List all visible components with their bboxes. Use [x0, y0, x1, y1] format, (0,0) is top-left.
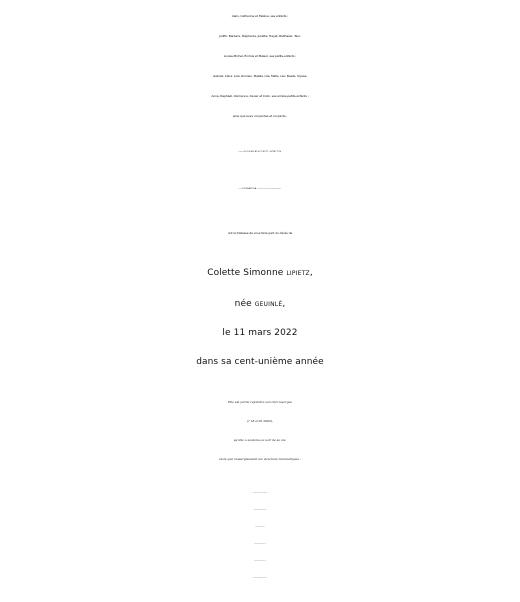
caregiver-line [0, 188, 520, 190]
deceased-surname: LIPIETZ [286, 270, 310, 277]
family-line-spouses: ainsi que leurs conjointes et conjoints ; [232, 114, 288, 118]
families-line [0, 151, 520, 153]
families-prefix: les familles [238, 152, 245, 153]
families-separator: , [262, 152, 263, 153]
families-separator: , [254, 152, 255, 153]
family-name-bigot: BIGOT [254, 151, 263, 153]
family-line-great-grandchildren-2: Anna, Raphaël, Clémence, Xavier et Colin, ses arrière-petits-enfants ; [211, 94, 309, 98]
nee-prefix: née [234, 299, 255, 309]
tribute-line: alors que ressurgissaient les violences traumatiques : [219, 457, 301, 461]
family-name-spirytus: SPIRYTUS [270, 151, 282, 153]
tribute-line: qu’elle a soutenu au soir de sa vie, [233, 438, 287, 442]
caregiver-prefix: et Irina [238, 189, 243, 190]
family-name-foulier: FOULIER [244, 151, 255, 153]
nee-suffix: , [282, 299, 286, 309]
deceased-maiden-name [0, 299, 520, 309]
tribute-line: Elle est partie rejoindre son cher Georges [228, 400, 292, 404]
caregiver-surname: PUSNAKOVA [242, 188, 257, 190]
family-line-children: Alain, Catherine et Hélène, ses enfants ; [231, 14, 289, 18]
deceased-first-names: Colette Simonne [207, 268, 287, 278]
announcement-line: ont la tristesse de vous faire part du décès de [227, 231, 293, 235]
death-date: le 11 mars 2022 [222, 328, 298, 338]
families-separator: et [268, 152, 271, 153]
tribute-line: († 18 avril 2003), [247, 419, 273, 423]
families-suffix: ; [281, 152, 282, 153]
family-line-great-grandchildren-1: Gabriel, Clara, Lola, Romain, Maëlle, Lila, Matis, Léo, Basile, Ulysse, [212, 74, 308, 78]
deceased-full-name [0, 268, 520, 278]
family-line-grandchildren-2: Louise-Michel, Enimie et Maïeul, ses petits-enfants ; [223, 54, 297, 58]
caregiver-suffix: , qui prit soin d’elle durant ses dernières années ; [256, 189, 282, 190]
family-line-grandchildren-1: Judith, Barbara, Stéphanie, Juliette, Hayet, Balthazar, Taor, [219, 34, 301, 38]
family-name-witt: WITT [262, 151, 269, 153]
deceased-age: dans sa cent-unième année [196, 357, 324, 367]
maiden-surname: GEUINLÉ [254, 301, 283, 308]
deceased-surname-suffix: , [309, 268, 313, 278]
